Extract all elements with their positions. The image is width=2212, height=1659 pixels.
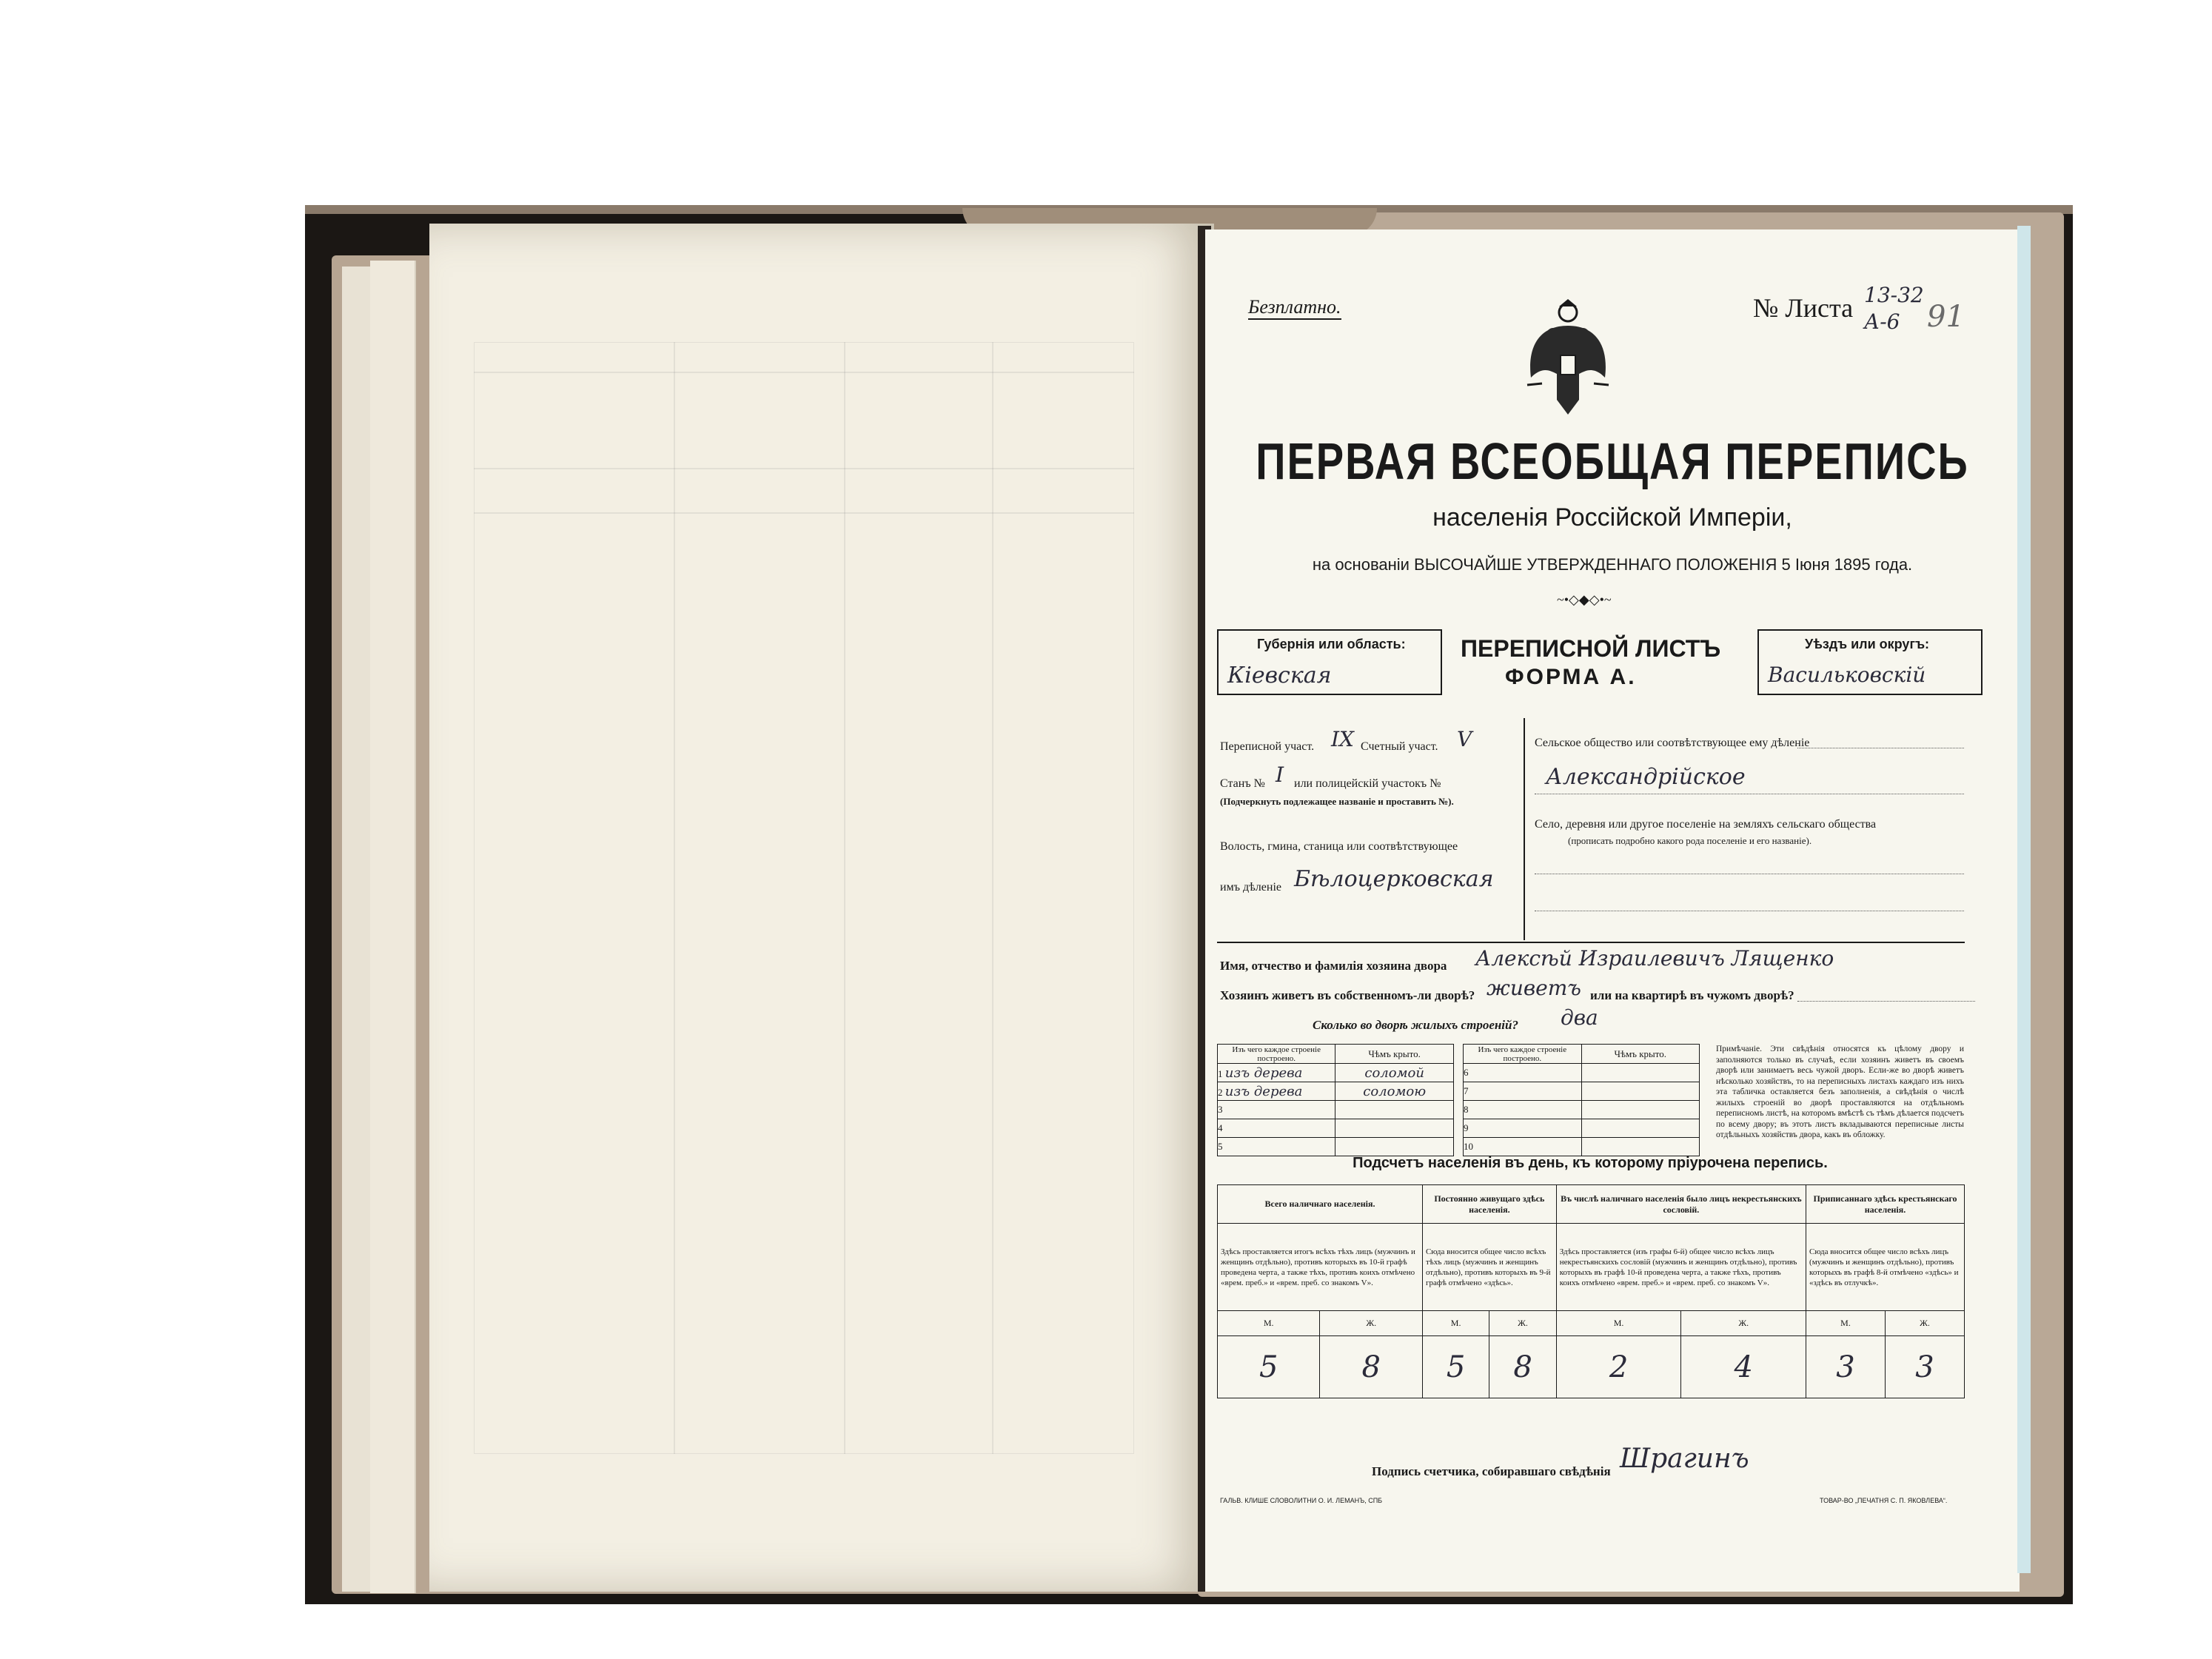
- district-value: Васильковскій: [1768, 663, 1926, 687]
- bleed-through-line: [674, 342, 675, 1454]
- census-section-label: Переписной участ.: [1220, 740, 1315, 753]
- present-female-count: 8: [1320, 1336, 1422, 1398]
- section-divider: [1524, 718, 1525, 940]
- district-label: Уѣздъ или округъ:: [1805, 637, 1930, 651]
- table-row: [1464, 1138, 1700, 1156]
- count-section-number: V: [1457, 727, 1472, 751]
- table-row: [1218, 1082, 1454, 1101]
- sheet-number-label: № Листа: [1753, 293, 1854, 323]
- non-peasant-female-count: 4: [1681, 1336, 1806, 1398]
- row-number: 8: [1464, 1101, 1582, 1119]
- sheet-number-value: 13-32: [1864, 283, 1924, 307]
- underline-note: (Подчеркнуть подлежащее названіе и проставить №).: [1220, 796, 1454, 807]
- census-section-number: IX: [1331, 727, 1354, 751]
- bleed-through-line: [474, 512, 1134, 514]
- building-material: изъ дерева: [1224, 1083, 1303, 1099]
- row-number: 2: [1218, 1086, 1223, 1098]
- building-roof: соломой: [1335, 1064, 1454, 1082]
- village-label: Село, деревня или другое поселеніе на земляхъ сельскаго общества: [1535, 818, 1877, 831]
- stan-number: I: [1276, 763, 1284, 787]
- sheet-number-sub: А-6: [1864, 309, 1900, 334]
- male-header: М.: [1422, 1311, 1489, 1336]
- male-header: М.: [1806, 1311, 1886, 1336]
- buildings-col-roof: Чѣмъ крыто.: [1335, 1045, 1454, 1064]
- buildings-table-left: [1217, 1044, 1454, 1156]
- row-number: 1: [1218, 1068, 1223, 1079]
- volost-value: Бѣлоцерковская: [1294, 866, 1494, 892]
- row-number: 4: [1218, 1119, 1335, 1138]
- population-count-table: [1217, 1184, 1965, 1398]
- signature-value: Шрагинъ: [1620, 1444, 1749, 1474]
- form-title: ПЕРЕПИСНОЙ ЛИСТЪ: [1461, 635, 1721, 662]
- table-row: [1218, 1064, 1454, 1082]
- female-header: Ж.: [1489, 1311, 1556, 1336]
- owner-or-label: или на квартирѣ въ чужомъ дворѣ?: [1590, 988, 1794, 1002]
- group-title-present: Всего наличнаго населенія.: [1218, 1185, 1423, 1224]
- present-male-count: 5: [1218, 1336, 1320, 1398]
- society-value: Александрійское: [1546, 764, 1746, 790]
- province-label: Губернія или область:: [1257, 637, 1406, 651]
- permanent-female-count: 8: [1489, 1336, 1556, 1398]
- signature-label: Подпись счетчика, собиравшаго свѣдѣнія: [1372, 1464, 1611, 1478]
- owner-lives-value: живетъ: [1487, 976, 1581, 1000]
- owner-name-label: Имя, отчество и фамилія хозяина двора: [1220, 959, 1447, 973]
- form-basis: на основаніи ВЫСОЧАЙШЕ УТВЕРЖДЕННАГО ПОЛОЖЕНІЯ 5 Іюня 1895 года.: [1312, 555, 1913, 574]
- free-label: Безплатно.: [1248, 296, 1341, 320]
- group-desc-non-peasant: Здѣсь проставляется (изъ графы 6-й) общее число всѣхъ лицъ некрестьянскихъ сословій (мужчинъ и женщинъ отдѣльно), противъ которыхъ въ графѣ 10-й проведена черта, а также тѣхъ, противъ коихъ отмѣчено «врем. преб.» и «врем. преб. со знакомъ V».: [1556, 1224, 1806, 1311]
- buildings-table-right: [1463, 1044, 1700, 1156]
- footer-left: ГАЛЬВ. КЛИШЕ СЛОВОЛИТНИ О. И. ЛЕМАНЪ, СПБ: [1220, 1497, 1383, 1504]
- owner-name-value: Алексѣй Израилевичъ Лященко: [1475, 946, 1834, 971]
- page-stack-left-inner: [370, 261, 416, 1593]
- registered-female-count: 3: [1885, 1336, 1964, 1398]
- buildings-col-roof: Чѣмъ крыто.: [1581, 1045, 1699, 1064]
- group-desc-registered: Сюда вносится общее число всѣхъ лицъ (мужчинъ и женщинъ отдѣльно), противъ которыхъ въ графѣ 8-й отмѣчено «здѣсь» и «здѣсь въ отлучкѣ».: [1806, 1224, 1965, 1311]
- group-title-registered: Приписаннаго здѣсь крестьянскаго населенія.: [1806, 1185, 1965, 1224]
- form-main-title: ПЕРВАЯ ВСЕОБЩАЯ ПЕРЕПИСЬ: [1256, 432, 1969, 490]
- bleed-through-line: [474, 372, 1134, 373]
- group-title-permanent: Постоянно живущаго здѣсь населенія.: [1422, 1185, 1556, 1224]
- count-section-label: Счетный участ.: [1361, 740, 1438, 753]
- ornament-divider: ~•◇◆◇•~: [1557, 592, 1612, 607]
- bleed-through-line: [474, 468, 1134, 469]
- table-row: [1218, 1101, 1454, 1119]
- table-row: [1218, 1138, 1454, 1156]
- buildings-col-material: Изъ чего каждое строеніе построено.: [1218, 1045, 1335, 1064]
- table-row: [1218, 1119, 1454, 1138]
- building-roof: соломою: [1335, 1082, 1454, 1101]
- society-label: Сельское общество или соотвѣтствующее ему дѣленіе: [1535, 737, 1810, 749]
- buildings-label: Сколько во дворѣ жилыхъ строеній?: [1313, 1018, 1518, 1032]
- buildings-col-material: Изъ чего каждое строеніе построено.: [1464, 1045, 1582, 1064]
- stan-label: Станъ №: [1220, 777, 1265, 790]
- count-heading: Подсчетъ населенія въ день, къ которому пріурочена перепись.: [1353, 1155, 1828, 1171]
- form-subtitle: населенія Россійской Имперіи,: [1432, 503, 1792, 532]
- owner-or-line: [1797, 1001, 1975, 1002]
- census-form: [1205, 229, 2020, 1592]
- volost-label: Волость, гмина, станица или соотвѣтствующее: [1220, 840, 1458, 853]
- male-header: М.: [1556, 1311, 1681, 1336]
- stamp-number: 91: [1927, 300, 1965, 334]
- table-row: [1464, 1119, 1700, 1138]
- female-header: Ж.: [1885, 1311, 1964, 1336]
- form-name: ФОРМА А.: [1505, 665, 1637, 689]
- volost-label-2: имъ дѣленіе: [1220, 881, 1281, 894]
- owner-lives-label: Хозяинъ живетъ въ собственномъ-ли дворѣ?: [1220, 988, 1475, 1002]
- row-number: 7: [1464, 1082, 1582, 1101]
- row-number: 6: [1464, 1064, 1582, 1082]
- row-number: 3: [1218, 1101, 1335, 1119]
- bleed-through-line: [992, 342, 993, 1454]
- permanent-male-count: 5: [1422, 1336, 1489, 1398]
- buildings-value: два: [1561, 1005, 1598, 1030]
- footer-right: ТОВАР-ВО „ПЕЧАТНЯ С. П. ЯКОВЛЕВА“.: [1820, 1497, 1948, 1504]
- village-note: (прописать подробно какого рода поселеніе и его названіе).: [1568, 835, 1812, 846]
- table-row: [1464, 1101, 1700, 1119]
- group-desc-permanent: Сюда вносится общее число всѣхъ тѣхъ лицъ (мужчинъ и женщинъ отдѣльно), противъ которыхъ въ 9-й графѣ отмѣчено «здѣсь».: [1422, 1224, 1556, 1311]
- bleed-through-grid: [474, 342, 1134, 1454]
- group-title-non-peasant: Въ числѣ наличнаго населенія было лицъ некрестьянскихъ сословій.: [1556, 1185, 1806, 1224]
- row-number: 9: [1464, 1119, 1582, 1138]
- bleed-through-line: [844, 342, 845, 1454]
- row-number: 5: [1218, 1138, 1335, 1156]
- imperial-eagle-emblem: [1524, 296, 1612, 422]
- note-text: Примѣчаніе. Эти свѣдѣнія относятся къ цѣлому двору и заполняются только въ случаѣ, если хозяинъ живетъ въ своемъ дворѣ или занимаетъ весь чужой дворъ. Если-же во дворѣ живетъ нѣсколько хозяйствъ, то на переписныхъ листахъ каждаго изъ нихъ эта табличка оставляется безъ заполненія, а свѣдѣнія о числѣ жилыхъ строеній во дворѣ проставляются на отдѣльномъ переписномъ листѣ, на которомъ вмѣстѣ съ тѣмъ дѣлается подсчетъ по всему двору; въ этотъ листъ вкладываются переписные листы отдѣльныхъ хозяйствъ двора, какъ въ обложку.: [1716, 1045, 1964, 1139]
- group-desc-present: Здѣсь проставляется итогъ всѣхъ тѣхъ лицъ (мужчинъ и женщинъ отдѣльно), противъ которыхъ въ 10-й графѣ проведена черта, а также тѣхъ, противъ коихъ отмѣчено «врем. преб.» и «врем. преб. со знакомъ V».: [1218, 1224, 1423, 1311]
- female-header: Ж.: [1681, 1311, 1806, 1336]
- table-row: [1464, 1082, 1700, 1101]
- police-label: или полицейскій участокъ №: [1294, 777, 1441, 790]
- male-header: М.: [1218, 1311, 1320, 1336]
- registered-male-count: 3: [1806, 1336, 1886, 1398]
- left-page: [429, 224, 1214, 1592]
- row-number: 10: [1464, 1138, 1582, 1156]
- block-separator: [1217, 942, 1965, 943]
- table-row: [1464, 1064, 1700, 1082]
- building-material: изъ дерева: [1224, 1065, 1303, 1081]
- female-header: Ж.: [1320, 1311, 1422, 1336]
- non-peasant-male-count: 2: [1556, 1336, 1681, 1398]
- province-value: Кіевская: [1227, 663, 1332, 688]
